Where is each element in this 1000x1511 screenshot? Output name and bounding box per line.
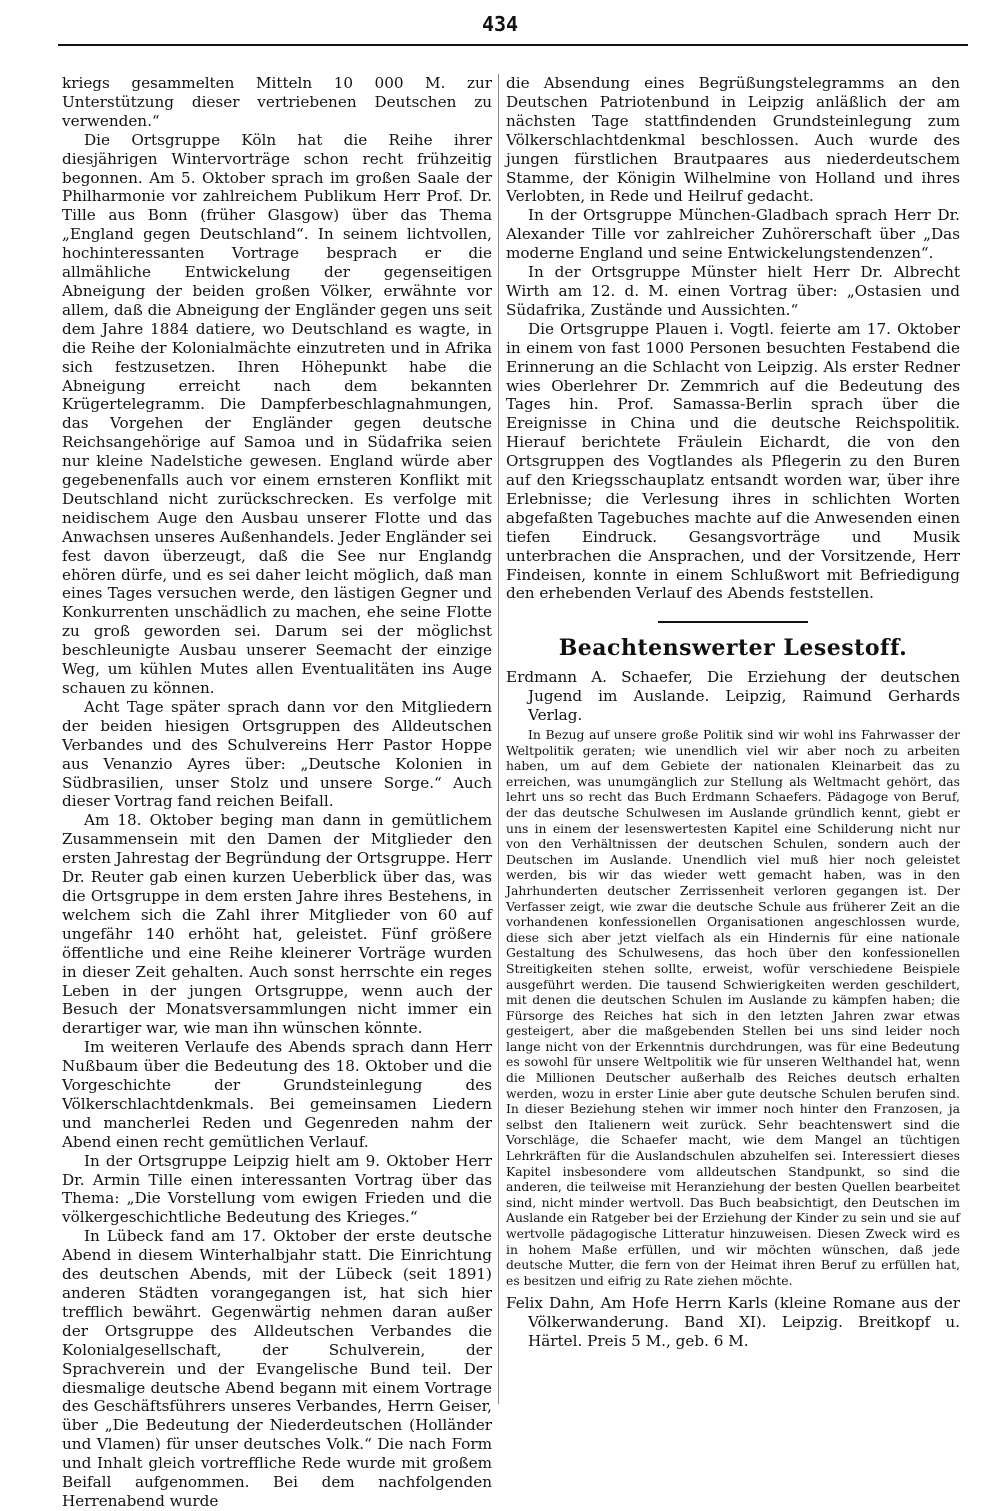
book-citation: Erdmann A. Schaefer, Die Erziehung der deutschen Jugend im Auslande. Leipzig, Raimund Gerhards Verlag. <box>506 668 960 725</box>
book-citation: Felix Dahn, Am Hofe Herrn Karls (kleine Romane aus der Völkerwanderung. Band XI). Leipzig. Breitkopf u. Härtel. Preis 5 M., geb. 6 M. <box>506 1294 960 1351</box>
header-rule <box>58 44 968 46</box>
book-review: In Bezug auf unsere große Politik sind wir wohl ins Fahrwasser der Weltpolitik geraten; wie unendlich viel wir aber noch zu arbeiten haben, um auf dem Gebiete der nationalen Kleinarbeit das zu erreichen, was unumgänglich zur Stellung als Weltmacht gehört, das lehrt uns so recht das Buch Erdmann Schaefers. Pädagoge von Beruf, der das deutsche Schulwesen im Auslande gründlich kennt, giebt er uns in einem der lesenswertesten Kapitel eine Schilderung nicht nur von den Verhältnissen der deutschen Schulen, sondern auch der Deutschen im Auslande. Unendlich viel muß hier noch geleistet werden, bis wir das wieder wett gemacht haben, was in den Jahrhunderten deutscher Zerrissenheit verloren gegangen ist. Der Verfasser zeigt, wie zwar die deutsche Schule aus früherer Zeit an die vorhandenen konfessionellen Organisationen angeschlossen wurde, diese sich aber jetzt vielfach als ein Hindernis für eine nationale Gestaltung des Schulwesens, das hoch über den konfessionellen Streitigkeiten stehen sollte, erweist, wofür verschiedene Beispiele ausgeführt werden. Die tausend Schwierigkeiten werden geschildert, mit denen die deutschen Schulen im Auslande zu kämpfen haben; die Fürsorge des Reiches hat sich in den letzten Jahren zwar etwas gesteigert, aber die maßgebenden Stellen bei uns sind leider noch lange nicht von der Erkenntnis durchdrungen, was für eine Bedeutung es sowohl für unsere Weltpolitik wie für unseren Welthandel hat, wenn die Millionen Deutscher außerhalb des Reiches deutsch erhalten werden, wozu in erster Linie aber gute deutsche Schulen berufen sind. In dieser Beziehung stehen wir immer noch hinter den Franzosen, ja selbst den Italienern weit zurück. Sehr beachtenswert sind die Vorschläge, die Schaefer macht, wie dem Mangel an tüchtigen Lehrkräften für die Auslandschulen abzuhelfen sei. Interessiert dieses Kapitel insbesondere vom alldeutschen Standpunkt, so sind die anderen, die teilweise mit Heranziehung der besten Quellen bearbeitet sind, nicht minder wertvoll. Das Buch beabsichtigt, den Deutschen im Auslande ein Ratgeber bei der Erziehung der Kinder zu sein und sie auf wertvolle pädagogische Litteratur hinzuweisen. Diesen Zweck wird es in hohem Maße erfüllen, und wir möchten wünschen, daß jede deutsche Mutter, die fern von der Heimat ihren Beruf zu erfüllen hat, es besitzen und eifrig zu Rate ziehen möchte. <box>506 727 960 1288</box>
right-column <box>506 74 960 1351</box>
left-column <box>62 74 492 1511</box>
paragraph: Im weiteren Verlaufe des Abends sprach dann Herr Nußbaum über die Bedeutung des 18. Oktober und die Vorgeschichte der Grundsteinlegung des Völkerschlachtdenkmals. Bei gemeinsamen Liedern und mancherlei Reden und Gegenreden nahm der Abend einen recht gemütlichen Verlauf. <box>62 1038 492 1151</box>
paragraph: Die Ortsgruppe Plauen i. Vogtl. feierte am 17. Oktober in einem von fast 1000 Personen besuchten Festabend die Erinnerung an die Schlacht von Leipzig. Als erster Redner wies Oberlehrer Dr. Zemmrich auf die Bedeutung des Tages hin. Prof. Samassa-Berlin sprach über die Ereignisse in China und die deutsche Reichspolitik. Hierauf berichtete Fräulein Eichardt, die von den Ortsgruppen des Vogtlandes als Pflegerin zu den Buren auf den Kriegsschauplatz entsandt worden war, über ihre Erlebnisse; die Verlesung ihres in schlichten Worten abgefaßten Tagebuches machte auf die Anwesenden einen tiefen Eindruck. Gesangsvorträge und Musik unterbrachen die Ansprachen, und der Vorsitzende, Herr Findeisen, konnte in einem Schlußwort mit Befriedigung den erhebenden Verlauf des Abends feststellen. <box>506 319 960 603</box>
section-title: Beachtenswerter Lesestoff. <box>558 635 908 662</box>
paragraph: die Absendung eines Begrüßungstelegramms an den Deutschen Patriotenbund in Leipzig anläßlich der am nächsten Tage stattfindenden Grundsteinlegung zum Völkerschlachtdenkmal beschlossen. Auch wurde des jungen fürstlichen Brautpaares aus niederdeutschem Stamme, der Königin Wilhelmine von Holland und ihres Verlobten, in Rede und Heilruf gedacht. <box>506 74 960 206</box>
paragraph: In der Ortsgruppe Münster hielt Herr Dr. Albrecht Wirth am 12. d. M. einen Vortrag über: „Ostasien und Südafrika, Zustände und Aussichten.“ <box>506 263 960 319</box>
page-number: 434 <box>481 12 519 36</box>
paragraph: Acht Tage später sprach dann vor den Mitgliedern der beiden hiesigen Ortsgruppen des Alldeutschen Verbandes und des Schulvereins Herr Pastor Hoppe aus Venanzio Ayres über: „Deutsche Kolonien in Südbrasilien, unser Stolz und unsere Sorge.“ Auch dieser Vortrag fand reichen Beifall. <box>62 697 492 811</box>
paragraph: Die Ortsgruppe Köln hat die Reihe ihrer diesjährigen Wintervorträge schon recht frühzeitig begonnen. Am 5. Oktober sprach im großen Saale der Philharmonie vor zahlreichem Publikum Herr Prof. Dr. Tille aus Bonn (früher Glasgow) über das Thema „England gegen Deutschland“. In seinem lichtvollen, hochinteressanten Vortrage besprach er die allmähliche Entwickelung der gegenseitigen Abneigung der beiden großen Völker, erwähnte vor allem, daß die Abneigung der Engländer gegen uns seit dem Jahre 1884 datiere, wo Deutschland es wagte, in die Reihe der Kolonialmächte einzutreten und in Afrika sich festzusetzen. Ihren Höhepunkt habe die Abneigung erreicht nach dem bekannten Krügertelegramm. Die Dampferbeschlagnahmungen, das Vorgehen der Engländer gegen deutsche Reichsangehörige auf Samoa und in Südafrika seien nur kleine Nadelstiche gewesen. England würde aber gegebenenfalls auch vor einem ernsteren Konflikt mit Deutschland nicht zurückschrecken. Es verfolge mit neidischem Auge den Ausbau unserer Flotte und das Anwachsen unseres Außenhandels. Jeder Engländer sei fest davon überzeugt, daß die See nur Englandg ehören dürfe, und es sei daher leicht möglich, daß man eines Tages versuchen werde, den lästigen Gegner und Konkurrenten unschädlich zu machen, ehe seine Flotte zu groß geworden sei. Darum sei der möglichst beschleunigte Ausbau unserer Seemacht der einzige Weg, um kühlen Mutes allen Eventualitäten ins Auge schauen zu können. <box>62 130 492 697</box>
column-divider <box>498 74 499 1404</box>
paragraph: In Lübeck fand am 17. Oktober der erste deutsche Abend in diesem Winterhalbjahr statt. Die Einrichtung des deutschen Abends, mit der Lübeck (seit 1891) anderen Städten vorangegangen ist, hat sich hier trefflich bewährt. Gegenwärtig nehmen daran außer der Ortsgruppe des Alldeutschen Verbandes die Kolonialgesellschaft, der Schulverein, der Sprachverein und der Evangelische Bund teil. Der diesmalige deutsche Abend begann mit einem Vortrage des Geschäftsführers unseres Verbandes, Herrn Geiser, über „Die Bedeutung der Niederdeutschen (Holländer und Vlamen) für unser deutsches Volk.“ Die nach Form und Inhalt gleich vortreffliche Rede wurde mit großem Beifall aufgenommen. Bei dem nachfolgenden Herrenabend wurde <box>62 1227 492 1510</box>
paragraph: kriegs gesammelten Mitteln 10 000 M. zur Unterstützung dieser vertriebenen Deutschen zu verwenden.“ <box>62 74 492 130</box>
section-rule <box>658 621 808 623</box>
paragraph: Am 18. Oktober beging man dann in gemütlichem Zusammensein mit den Damen der Mitglieder den ersten Jahrestag der Begründung der Ortsgruppe. Herr Dr. Reuter gab einen kurzen Ueberblick über das, was die Ortsgruppe in dem ersten Jahre ihres Bestehens, in welchem sich die Zahl ihrer Mitglieder von 60 auf ungefähr 140 erhöht hat, geleistet. Fünf größere öffentliche und eine Reihe kleinerer Vorträge wurden in dieser Zeit gehalten. Auch sonst herrschte ein reges Leben in der jungen Ortsgruppe, wenn auch der Besuch der Monatsversammlungen nicht immer ein derartiger war, wie man ihn wünschen könnte. <box>62 811 492 1038</box>
paragraph: In der Ortsgruppe Leipzig hielt am 9. Oktober Herr Dr. Armin Tille einen interessanten Vortrag über das Thema: „Die Vorstellung vom ewigen Frieden und die völkergeschichtliche Bedeutung des Krieges.“ <box>62 1151 492 1227</box>
paragraph: In der Ortsgruppe München-Gladbach sprach Herr Dr. Alexander Tille vor zahlreicher Zuhörerschaft über „Das moderne England und seine Entwickelungstendenzen“. <box>506 206 960 263</box>
